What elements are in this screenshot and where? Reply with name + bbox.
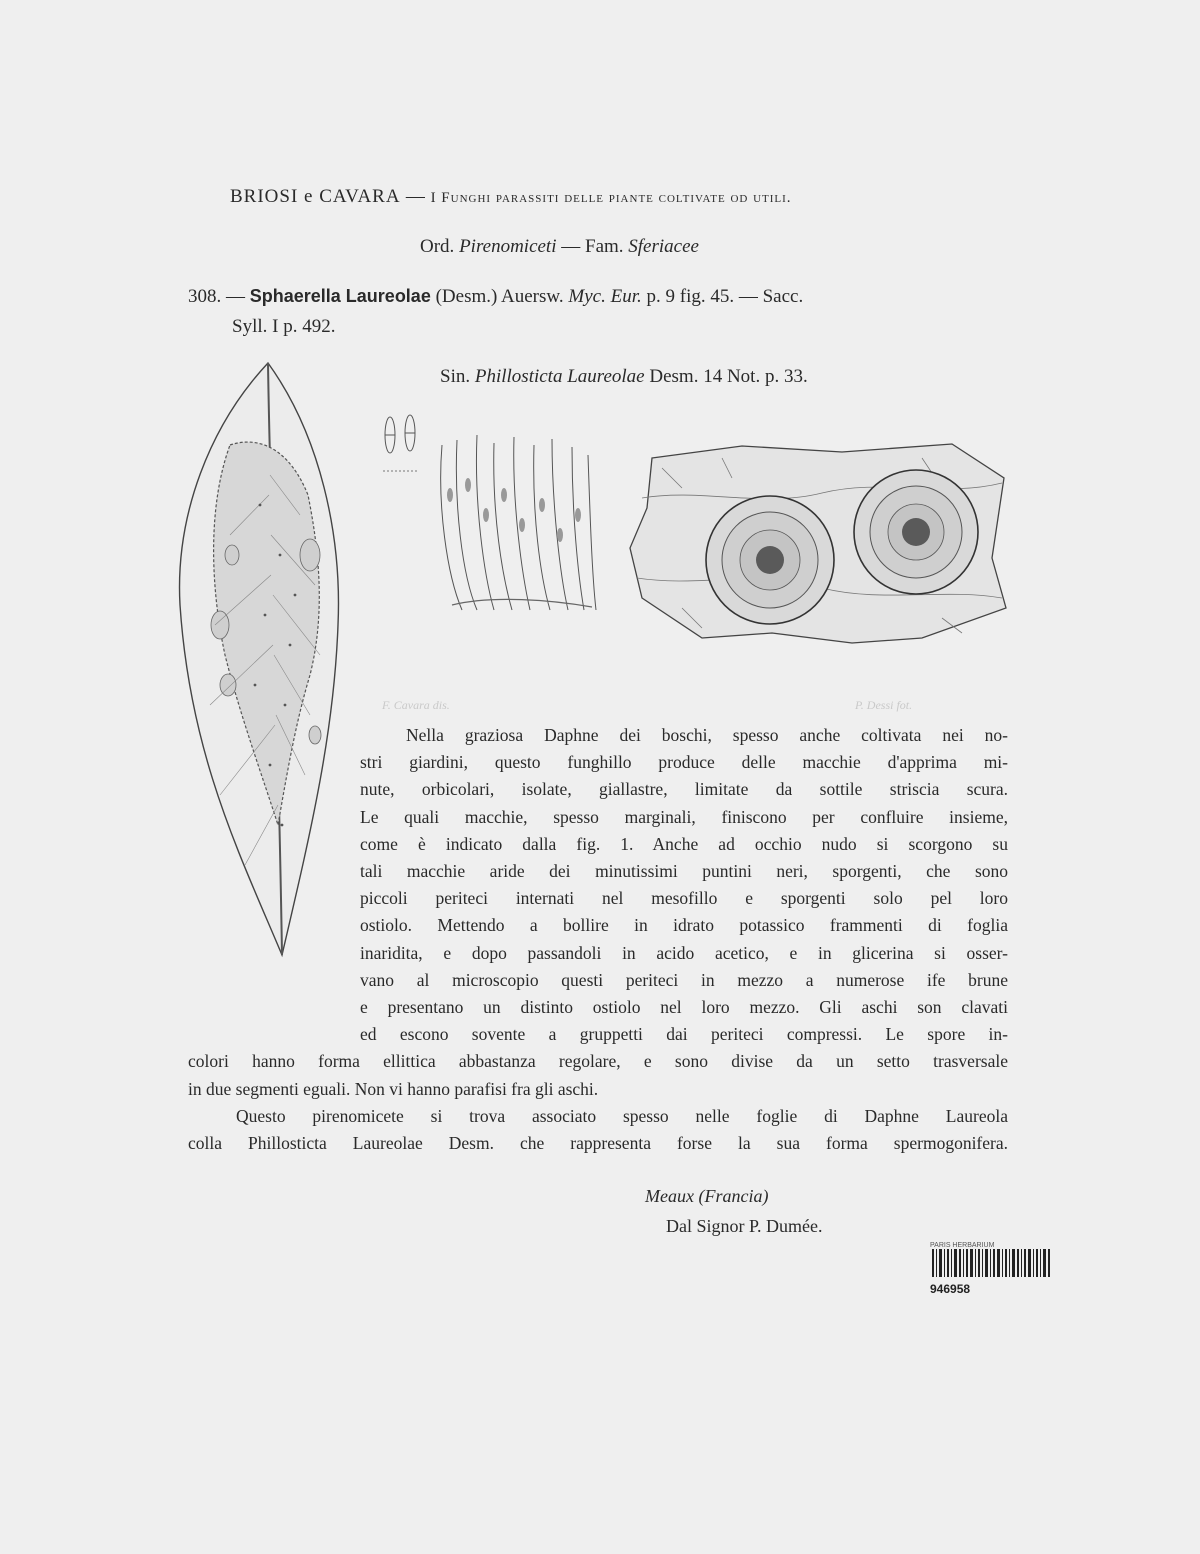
species-heading: [188, 286, 803, 308]
description-text: [188, 722, 1008, 1157]
plate-caption-left: F. Cavara dis.: [382, 698, 450, 712]
header-authors: BRIOSI e CAVARA: [230, 186, 401, 207]
plate-caption-right: P. Dessi fot.: [855, 698, 913, 712]
synonym-line: [440, 366, 808, 388]
page-header: [230, 186, 792, 208]
perithecia-illustration: [622, 438, 1012, 650]
text-line: in due segmenti eguali. Non vi hanno parafisi fra gli aschi.: [188, 1078, 599, 1099]
barcode-header: PARIS HERBARIUM: [930, 1242, 995, 1249]
species-author: (Desm.): [435, 286, 498, 307]
text-line: inaridita, e dopo passandoli in acido acetico, e in glicerina si osser-: [360, 942, 1008, 963]
text-line: come è indicato dalla fig. 1. Anche ad occhio nudo si scorgono su: [360, 833, 1008, 854]
asci-illustration: [432, 425, 602, 615]
spores-illustration: [378, 405, 428, 485]
perithecium-right: [854, 470, 978, 594]
reference-title: Myc. Eur.: [568, 286, 642, 307]
text-line: e presentano un distinto ostiolo nel loro mezzo. Gli aschi son clavati: [360, 997, 1008, 1018]
species-syll: Syll. I p. 492.: [232, 316, 336, 337]
text-line: piccoli periteci internati nel mesofillo e sporgenti solo pel loro: [360, 888, 1008, 909]
text-line: Nella graziosa Daphne dei boschi, spesso anche coltivata nei no-: [406, 725, 1008, 745]
text-line: Questo pirenomicete si trova associato spesso nelle foglie di Daphne Laureola: [236, 1105, 1008, 1126]
classification-dash: —: [561, 236, 581, 257]
text-line: ostiolo. Mettendo a bollire in idrato potassico frammenti di foglia: [360, 915, 1008, 936]
header-series-title: I Funghi parassiti delle piante coltivate od utili.: [430, 190, 792, 206]
text-line: vano al microscopio questi periteci in mezzo a numerose ife brune: [360, 969, 1008, 990]
locality-place: Meaux (Francia): [645, 1186, 769, 1206]
order-prefix: Ord.: [420, 236, 455, 257]
classification-line: [420, 236, 699, 258]
text-line: nute, orbicolari, isolate, giallastre, limitate da sottile striscia scura.: [360, 779, 1008, 800]
reference-author: Auersw.: [501, 286, 564, 307]
synonym-rest: Desm. 14 Not. p. 33.: [649, 366, 808, 387]
species-number: 308.: [188, 286, 222, 307]
barcode-bars: [930, 1249, 1052, 1277]
reference-page: p. 9 fig. 45. — Sacc.: [646, 286, 804, 307]
synonym-name: Phillosticta Laureolae: [474, 366, 645, 387]
locality-collector: Dal Signor P. Dumée.: [666, 1216, 823, 1236]
synonym-prefix: Sin.: [440, 366, 471, 387]
text-line: stri giardini, questo funghillo produce delle macchie d'apprima mi-: [360, 752, 1008, 773]
header-dash: —: [405, 186, 426, 207]
text-line: ed escono sovente a gruppetti dai periteci compressi. Le spore in-: [360, 1024, 1008, 1045]
family-name: Sferiacee: [628, 236, 699, 257]
barcode-label: [930, 1242, 1056, 1296]
text-line: tali macchie aride dei minutissimi puntini neri, sporgenti, che sono: [360, 861, 1008, 882]
text-line: Le quali macchie, spesso marginali, finiscono per confluire insieme,: [360, 806, 1008, 827]
text-line: colla Phillosticta Laureolae Desm. che rappresenta forse la sua forma spermogonifera.: [188, 1133, 1008, 1154]
species-name: Sphaerella Laureolae: [249, 286, 431, 306]
text-line: colori hanno forma ellittica abbastanza regolare, e sono divise da un setto trasversale: [188, 1051, 1008, 1072]
perithecium-left: [706, 496, 834, 624]
barcode-number: 946958: [930, 1282, 971, 1296]
species-dash: —: [226, 286, 245, 307]
order-name: Pirenomiceti: [459, 236, 557, 257]
family-prefix: Fam.: [585, 236, 624, 257]
